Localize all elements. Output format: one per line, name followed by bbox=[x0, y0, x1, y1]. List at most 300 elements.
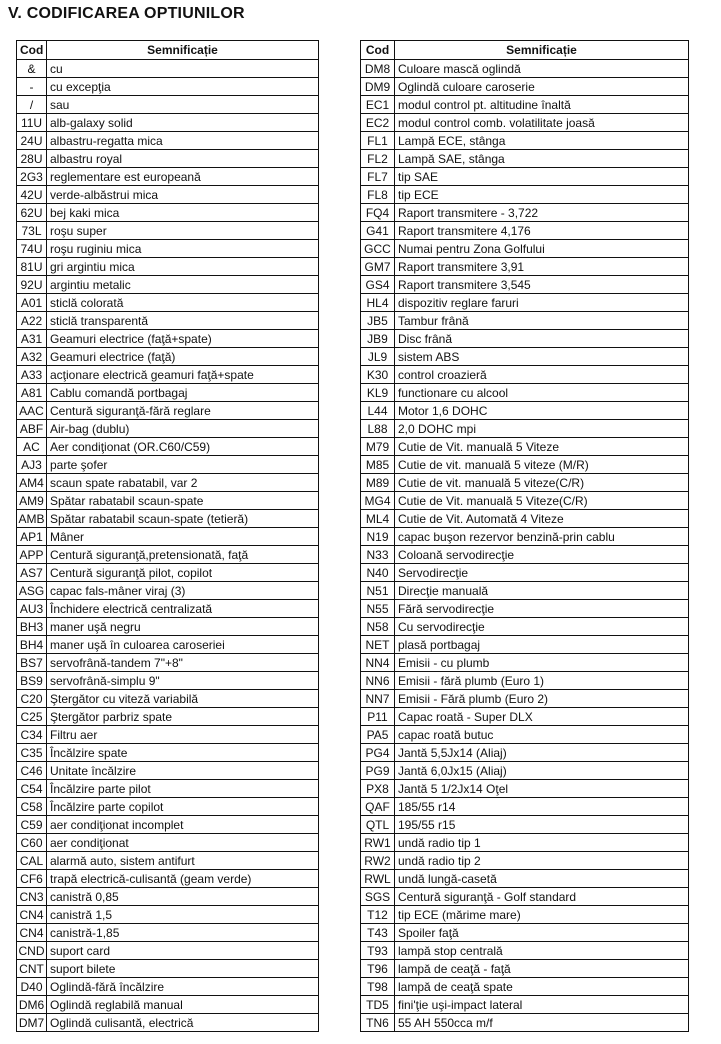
table-row bbox=[361, 834, 689, 852]
option-code: AM9 bbox=[17, 492, 47, 510]
table-row bbox=[361, 222, 689, 240]
table-row bbox=[361, 960, 689, 978]
option-code: APP bbox=[17, 546, 47, 564]
table-row bbox=[17, 384, 319, 402]
option-code: NN7 bbox=[361, 690, 395, 708]
option-code: BS7 bbox=[17, 654, 47, 672]
option-code: FQ4 bbox=[361, 204, 395, 222]
table-row bbox=[17, 510, 319, 528]
option-code: MG4 bbox=[361, 492, 395, 510]
option-code: L88 bbox=[361, 420, 395, 438]
option-meaning: Raport transmitere 4,176 bbox=[395, 222, 689, 240]
option-code: CNT bbox=[17, 960, 47, 978]
table-row bbox=[17, 492, 319, 510]
table-row bbox=[361, 654, 689, 672]
option-code: M89 bbox=[361, 474, 395, 492]
option-code: PG4 bbox=[361, 744, 395, 762]
table-body-right bbox=[361, 60, 689, 1032]
option-meaning: 55 AH 550cca m/f bbox=[395, 1014, 689, 1032]
option-meaning: undă radio tip 2 bbox=[395, 852, 689, 870]
table-row bbox=[17, 726, 319, 744]
option-meaning: Spoiler faţă bbox=[395, 924, 689, 942]
option-meaning: Cutie de Vit. manuală 5 Viteze bbox=[395, 438, 689, 456]
option-meaning: Jantă 6,0Jx15 (Aliaj) bbox=[395, 762, 689, 780]
table-row bbox=[17, 996, 319, 1014]
table-row bbox=[17, 222, 319, 240]
option-code: AMB bbox=[18, 511, 45, 526]
option-code: JL9 bbox=[361, 348, 395, 366]
option-code: SGS bbox=[361, 888, 395, 906]
option-meaning: Filtru aer bbox=[47, 726, 319, 744]
table-row bbox=[17, 546, 319, 564]
option-code: DM8 bbox=[361, 60, 395, 78]
option-code: C58 bbox=[17, 798, 47, 816]
table-row bbox=[17, 978, 319, 996]
table-row bbox=[17, 330, 319, 348]
option-meaning: Servodirecţie bbox=[395, 564, 689, 582]
option-code: L44 bbox=[361, 402, 395, 420]
table-row bbox=[361, 492, 689, 510]
table-row bbox=[361, 528, 689, 546]
option-meaning: Emisii - fără plumb (Euro 1) bbox=[395, 672, 689, 690]
option-meaning: Disc frână bbox=[395, 330, 689, 348]
table-row bbox=[17, 114, 319, 132]
option-meaning: capac fals-mâner viraj (3) bbox=[47, 582, 319, 600]
table-row bbox=[17, 294, 319, 312]
header-semnificatie: Semnificație bbox=[47, 41, 319, 60]
option-code: NN4 bbox=[361, 654, 395, 672]
option-code: T43 bbox=[361, 924, 395, 942]
table-row bbox=[361, 276, 689, 294]
table-row bbox=[17, 1014, 319, 1032]
option-meaning: undă lungă-casetă bbox=[395, 870, 689, 888]
table-row bbox=[361, 942, 689, 960]
table-row bbox=[17, 654, 319, 672]
table-row bbox=[17, 744, 319, 762]
options-table-right bbox=[360, 40, 689, 1032]
option-code: NET bbox=[361, 636, 395, 654]
option-meaning: Direcţie manuală bbox=[395, 582, 689, 600]
table-row bbox=[17, 942, 319, 960]
option-code: C25 bbox=[17, 708, 47, 726]
option-code: 81U bbox=[17, 258, 47, 276]
option-meaning: albastru-regatta mica bbox=[47, 132, 319, 150]
table-row bbox=[17, 816, 319, 834]
option-code: A31 bbox=[17, 330, 47, 348]
table-row bbox=[17, 150, 319, 168]
table-row bbox=[17, 240, 319, 258]
option-meaning: Lampă ECE, stânga bbox=[395, 132, 689, 150]
option-meaning: canistră 0,85 bbox=[47, 888, 319, 906]
option-meaning: bej kaki mica bbox=[47, 204, 319, 222]
options-table-left bbox=[16, 40, 319, 1032]
option-code: QAF bbox=[361, 798, 395, 816]
table-row bbox=[17, 672, 319, 690]
option-code: 11U bbox=[17, 114, 47, 132]
table-row bbox=[361, 348, 689, 366]
option-code: N40 bbox=[361, 564, 395, 582]
option-code: C35 bbox=[17, 744, 47, 762]
option-meaning: Tambur frână bbox=[395, 312, 689, 330]
option-meaning: 195/55 r15 bbox=[395, 816, 689, 834]
table-row bbox=[361, 978, 689, 996]
table-row bbox=[17, 258, 319, 276]
table-row bbox=[361, 564, 689, 582]
option-meaning: Emisii - cu plumb bbox=[395, 654, 689, 672]
option-meaning: maner uşă în culoarea caroseriei bbox=[47, 636, 319, 654]
option-code: DM6 bbox=[17, 996, 47, 1014]
option-meaning: Cutie de vit. manuală 5 viteze (M/R) bbox=[395, 456, 689, 474]
option-code: BH3 bbox=[17, 618, 47, 636]
option-meaning: argintiu metalic bbox=[47, 276, 319, 294]
table-row bbox=[17, 438, 319, 456]
table-row bbox=[361, 546, 689, 564]
table-row bbox=[361, 906, 689, 924]
option-code: P11 bbox=[361, 708, 395, 726]
option-code: DM9 bbox=[361, 78, 395, 96]
option-code: TD5 bbox=[361, 996, 395, 1014]
option-meaning: Încălzire spate bbox=[47, 744, 319, 762]
option-code: ABF bbox=[17, 420, 47, 438]
option-code: AAC bbox=[17, 402, 47, 420]
option-meaning: Centură siguranţă - Golf standard bbox=[395, 888, 689, 906]
option-code: A32 bbox=[17, 348, 47, 366]
table-row bbox=[17, 420, 319, 438]
table-row bbox=[17, 780, 319, 798]
table-body-left bbox=[17, 60, 319, 1032]
option-code: N33 bbox=[361, 546, 395, 564]
option-meaning: servofrână-tandem 7"+8" bbox=[47, 654, 319, 672]
option-meaning: modul control pt. altitudine înaltă bbox=[395, 96, 689, 114]
table-row bbox=[361, 150, 689, 168]
option-code: TN6 bbox=[361, 1014, 395, 1032]
table-row bbox=[361, 402, 689, 420]
option-code: CND bbox=[18, 943, 45, 958]
option-meaning: Cu servodirecţie bbox=[395, 618, 689, 636]
option-code: C54 bbox=[17, 780, 47, 798]
option-code: A81 bbox=[17, 384, 47, 402]
option-code: G41 bbox=[361, 222, 395, 240]
table-row bbox=[361, 384, 689, 402]
option-code: FL1 bbox=[361, 132, 395, 150]
option-code: RW2 bbox=[361, 852, 395, 870]
option-meaning: Geamuri electrice (faţă+spate) bbox=[47, 330, 319, 348]
table-row bbox=[361, 798, 689, 816]
table-row bbox=[17, 186, 319, 204]
option-meaning: albastru royal bbox=[47, 150, 319, 168]
table-row bbox=[17, 906, 319, 924]
table-row bbox=[361, 636, 689, 654]
table-row bbox=[361, 1014, 689, 1032]
option-meaning: Închidere electrică centralizată bbox=[47, 600, 319, 618]
option-meaning: capac roată butuc bbox=[395, 726, 689, 744]
table-row bbox=[361, 132, 689, 150]
table-row bbox=[17, 456, 319, 474]
option-code: ASG bbox=[17, 582, 47, 600]
table-row bbox=[17, 600, 319, 618]
table-row bbox=[361, 96, 689, 114]
option-code: BH4 bbox=[17, 636, 47, 654]
table-row bbox=[361, 438, 689, 456]
option-code: JB5 bbox=[361, 312, 395, 330]
header-cod: Cod bbox=[17, 41, 47, 60]
header-semnificatie: Semnificație bbox=[395, 41, 689, 60]
option-code: M79 bbox=[361, 438, 395, 456]
option-meaning: Jantă 5,5Jx14 (Aliaj) bbox=[395, 744, 689, 762]
option-meaning: maner uşă negru bbox=[47, 618, 319, 636]
table-row bbox=[361, 294, 689, 312]
option-code: D40 bbox=[17, 978, 47, 996]
table-row bbox=[361, 708, 689, 726]
option-meaning: suport bilete bbox=[47, 960, 319, 978]
option-meaning: Încălzire parte pilot bbox=[47, 780, 319, 798]
table-row bbox=[17, 798, 319, 816]
option-meaning: lampă stop centrală bbox=[395, 942, 689, 960]
option-code: N51 bbox=[361, 582, 395, 600]
option-meaning: roşu ruginiu mica bbox=[47, 240, 319, 258]
option-meaning: Emisii - Fără plumb (Euro 2) bbox=[395, 690, 689, 708]
table-row bbox=[17, 762, 319, 780]
option-meaning: Numai pentru Zona Golfului bbox=[395, 240, 689, 258]
option-code: T93 bbox=[361, 942, 395, 960]
table-row bbox=[17, 528, 319, 546]
option-meaning: dispozitiv reglare faruri bbox=[395, 294, 689, 312]
option-meaning: alb-galaxy solid bbox=[47, 114, 319, 132]
table-row bbox=[17, 618, 319, 636]
option-meaning: plasă portbagaj bbox=[395, 636, 689, 654]
option-code: EC2 bbox=[361, 114, 395, 132]
option-code: CAL bbox=[17, 852, 47, 870]
option-code: 62U bbox=[17, 204, 47, 222]
option-code: HL4 bbox=[361, 294, 395, 312]
option-meaning: control croazieră bbox=[395, 366, 689, 384]
option-meaning: Centură siguranţă pilot, copilot bbox=[47, 564, 319, 582]
option-meaning: acţionare electrică geamuri faţă+spate bbox=[47, 366, 319, 384]
table-row bbox=[17, 312, 319, 330]
option-meaning: gri argintiu mica bbox=[47, 258, 319, 276]
option-meaning: capac buşon rezervor benzină-prin cablu bbox=[395, 528, 689, 546]
option-meaning: cu bbox=[47, 60, 319, 78]
option-code: FL8 bbox=[361, 186, 395, 204]
option-code: RWL bbox=[361, 870, 395, 888]
option-code: PX8 bbox=[361, 780, 395, 798]
option-code: 24U bbox=[17, 132, 47, 150]
table-row bbox=[361, 456, 689, 474]
table-header-row bbox=[361, 41, 689, 60]
table-row bbox=[361, 330, 689, 348]
option-code: C59 bbox=[17, 816, 47, 834]
table-row bbox=[17, 168, 319, 186]
option-meaning: functionare cu alcool bbox=[395, 384, 689, 402]
option-code: 2G3 bbox=[17, 168, 47, 186]
option-meaning: sau bbox=[47, 96, 319, 114]
table-row bbox=[361, 78, 689, 96]
table-row bbox=[361, 168, 689, 186]
option-code: N55 bbox=[361, 600, 395, 618]
option-meaning: 185/55 r14 bbox=[395, 798, 689, 816]
option-meaning: Ştergător parbriz spate bbox=[47, 708, 319, 726]
option-meaning: Cutie de vit. manuală 5 viteze(C/R) bbox=[395, 474, 689, 492]
option-code: EC1 bbox=[361, 96, 395, 114]
option-code: CN4 bbox=[17, 924, 47, 942]
option-code: C46 bbox=[17, 762, 47, 780]
option-meaning: Cutie de Vit. manuală 5 Viteze(C/R) bbox=[395, 492, 689, 510]
option-code: 73L bbox=[17, 222, 47, 240]
option-meaning: Raport transmitere 3,545 bbox=[395, 276, 689, 294]
option-meaning: Centură siguranţă,pretensionată, faţă bbox=[47, 546, 319, 564]
option-code: N19 bbox=[361, 528, 395, 546]
option-meaning: trapă electrică-culisantă (geam verde) bbox=[47, 870, 319, 888]
option-meaning: canistră 1,5 bbox=[47, 906, 319, 924]
table-row bbox=[361, 870, 689, 888]
table-row bbox=[17, 834, 319, 852]
option-code: FL7 bbox=[361, 168, 395, 186]
table-row bbox=[17, 888, 319, 906]
table-row bbox=[17, 78, 319, 96]
table-row bbox=[17, 474, 319, 492]
option-code: AS7 bbox=[17, 564, 47, 582]
table-row bbox=[361, 726, 689, 744]
header-cod: Cod bbox=[361, 41, 395, 60]
option-code: C20 bbox=[17, 690, 47, 708]
table-row bbox=[17, 402, 319, 420]
option-code: 74U bbox=[17, 240, 47, 258]
option-code: DM7 bbox=[17, 1014, 47, 1032]
table-row bbox=[361, 762, 689, 780]
option-code: / bbox=[17, 96, 47, 114]
option-meaning: lampă de ceaţă spate bbox=[395, 978, 689, 996]
option-code: T96 bbox=[361, 960, 395, 978]
option-meaning: Motor 1,6 DOHC bbox=[395, 402, 689, 420]
table-row bbox=[17, 204, 319, 222]
option-code: C60 bbox=[17, 834, 47, 852]
table-row bbox=[361, 258, 689, 276]
option-meaning: Fără servodirecţie bbox=[395, 600, 689, 618]
table-row bbox=[17, 366, 319, 384]
option-code: 28U bbox=[17, 150, 47, 168]
option-code: GM7 bbox=[361, 258, 395, 276]
option-meaning: Geamuri electrice (faţă) bbox=[47, 348, 319, 366]
page-title: V. CODIFICAREA OPTIUNILOR bbox=[8, 5, 245, 22]
option-code: QTL bbox=[361, 816, 395, 834]
option-meaning: sticlă transparentă bbox=[47, 312, 319, 330]
option-code: PG9 bbox=[361, 762, 395, 780]
option-code: JB9 bbox=[361, 330, 395, 348]
option-code: A01 bbox=[17, 294, 47, 312]
table-row bbox=[361, 420, 689, 438]
option-code: NN6 bbox=[361, 672, 395, 690]
option-code: A33 bbox=[17, 366, 47, 384]
table-row bbox=[17, 636, 319, 654]
table-row bbox=[361, 690, 689, 708]
option-meaning: sticlă colorată bbox=[47, 294, 319, 312]
option-code: 42U bbox=[17, 186, 47, 204]
option-meaning: Oglindă reglabilă manual bbox=[47, 996, 319, 1014]
table-row bbox=[361, 600, 689, 618]
option-code: AU3 bbox=[17, 600, 47, 618]
option-meaning: cu excepţia bbox=[47, 78, 319, 96]
option-meaning: 2,0 DOHC mpi bbox=[395, 420, 689, 438]
table-row bbox=[17, 924, 319, 942]
table-row bbox=[361, 114, 689, 132]
table-row bbox=[17, 132, 319, 150]
option-meaning: parte şofer bbox=[47, 456, 319, 474]
table-row bbox=[361, 312, 689, 330]
option-meaning: Cutie de Vit. Automată 4 Viteze bbox=[395, 510, 689, 528]
option-code: GCC bbox=[361, 240, 395, 258]
table-row bbox=[361, 996, 689, 1014]
table-header-row bbox=[17, 41, 319, 60]
option-meaning: Oglindă culisantă, electrică bbox=[47, 1014, 319, 1032]
option-meaning: lampă de ceaţă - faţă bbox=[395, 960, 689, 978]
option-meaning: tip ECE (mărime mare) bbox=[395, 906, 689, 924]
option-code: - bbox=[17, 78, 47, 96]
option-meaning: Unitate încălzire bbox=[47, 762, 319, 780]
option-meaning: roşu super bbox=[47, 222, 319, 240]
option-code: CN3 bbox=[17, 888, 47, 906]
option-meaning: Coloană servodirecţie bbox=[395, 546, 689, 564]
table-row bbox=[361, 744, 689, 762]
option-code: T98 bbox=[361, 978, 395, 996]
option-meaning: sistem ABS bbox=[395, 348, 689, 366]
table-row bbox=[361, 618, 689, 636]
table-row bbox=[361, 60, 689, 78]
table-row bbox=[361, 204, 689, 222]
table-row bbox=[17, 348, 319, 366]
option-meaning: aer condiţionat bbox=[47, 834, 319, 852]
option-code: CF6 bbox=[17, 870, 47, 888]
option-code: PA5 bbox=[361, 726, 395, 744]
option-meaning: Oglindă culoare caroserie bbox=[395, 78, 689, 96]
option-meaning: modul control comb. volatilitate joasă bbox=[395, 114, 689, 132]
table-row bbox=[361, 366, 689, 384]
table-row bbox=[17, 690, 319, 708]
option-meaning: Încălzire parte copilot bbox=[47, 798, 319, 816]
option-meaning: Capac roată - Super DLX bbox=[395, 708, 689, 726]
option-code: N58 bbox=[361, 618, 395, 636]
option-meaning: fini'ţie uşi-impact lateral bbox=[395, 996, 689, 1014]
option-meaning: Air-bag (dublu) bbox=[47, 420, 319, 438]
option-code: T12 bbox=[361, 906, 395, 924]
option-meaning: Jantă 5 1/2Jx14 Oţel bbox=[395, 780, 689, 798]
option-meaning: undă radio tip 1 bbox=[395, 834, 689, 852]
table-row bbox=[361, 672, 689, 690]
option-code: CN4 bbox=[17, 906, 47, 924]
option-meaning: servofrână-simplu 9" bbox=[47, 672, 319, 690]
option-code: AM4 bbox=[17, 474, 47, 492]
option-code: RW1 bbox=[361, 834, 395, 852]
option-meaning: verde-albăstrui mica bbox=[47, 186, 319, 204]
table-row bbox=[361, 888, 689, 906]
table-row bbox=[361, 186, 689, 204]
option-meaning: canistră-1,85 bbox=[47, 924, 319, 942]
option-code: K30 bbox=[361, 366, 395, 384]
table-row bbox=[17, 564, 319, 582]
option-meaning: Lampă SAE, stânga bbox=[395, 150, 689, 168]
option-meaning: Spătar rabatabil scaun-spate (tetieră) bbox=[47, 510, 319, 528]
option-meaning: aer condiţionat incomplet bbox=[47, 816, 319, 834]
table-row bbox=[361, 780, 689, 798]
option-meaning: tip SAE bbox=[395, 168, 689, 186]
option-code: FL2 bbox=[361, 150, 395, 168]
option-code: A22 bbox=[17, 312, 47, 330]
option-code: GS4 bbox=[361, 276, 395, 294]
table-row bbox=[17, 276, 319, 294]
table-row bbox=[17, 852, 319, 870]
table-row bbox=[361, 240, 689, 258]
option-code: BS9 bbox=[17, 672, 47, 690]
option-meaning: Cablu comandă portbagaj bbox=[47, 384, 319, 402]
